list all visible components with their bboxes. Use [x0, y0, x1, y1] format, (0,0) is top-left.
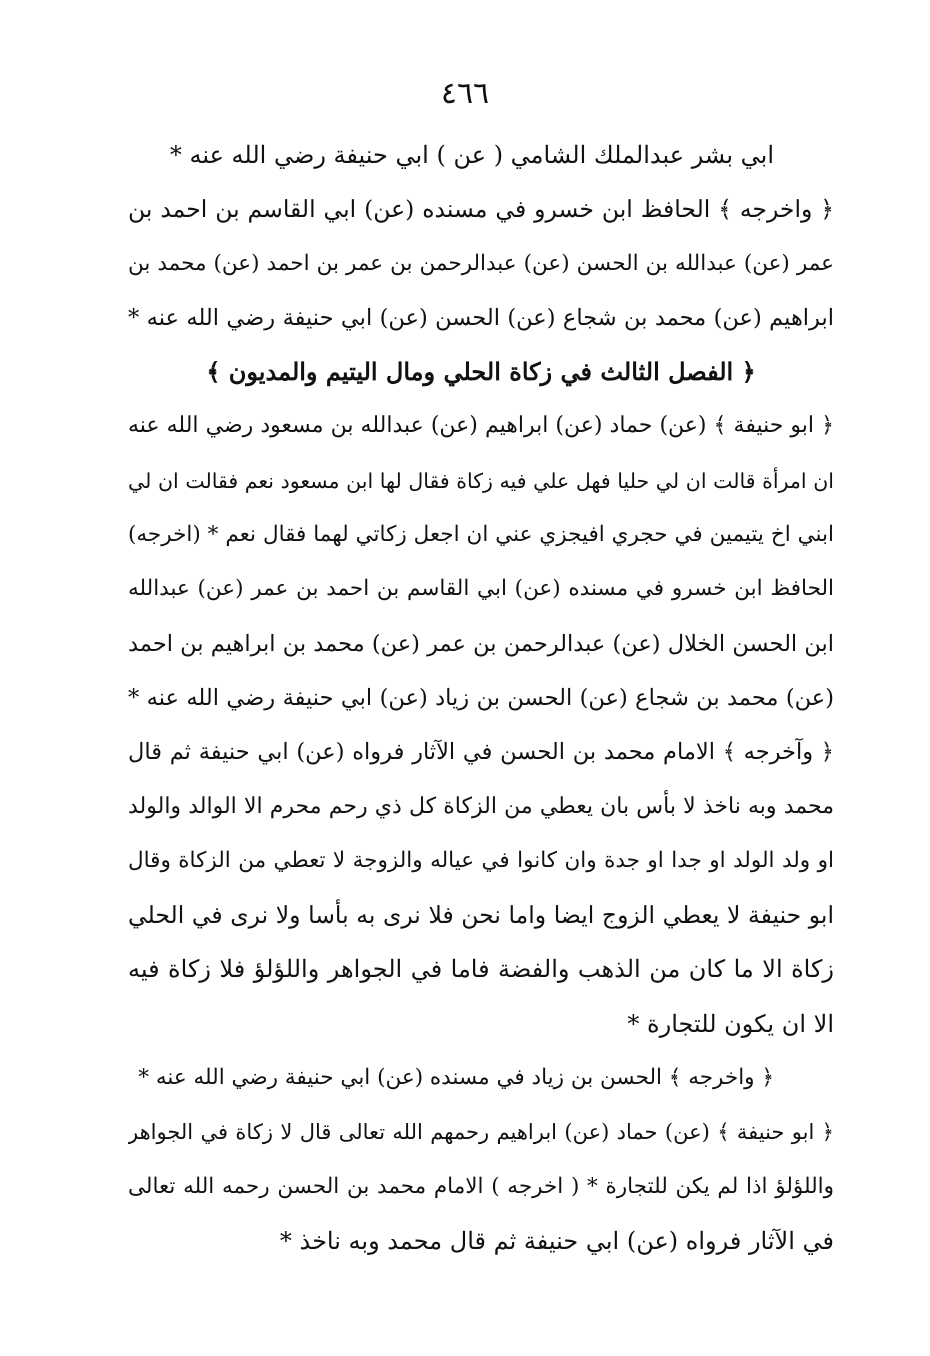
- section-heading: ﴿ الفصل الثالث في زكاة الحلي ومال اليتيم والمديون ﴾: [206, 357, 756, 387]
- page-body: [128, 128, 834, 1268]
- text-line: في الآثار فرواه (عن) ابي حنيفة ثم قال محمد وبه ناخذ *: [279, 1226, 834, 1255]
- text-line: الحافظ ابن خسرو في مسنده (عن) ابي القاسم بن احمد بن عمر (عن) عبدالله: [128, 576, 834, 602]
- text-line: ﴿ واخرجه ﴾ الحسن بن زياد في مسنده (عن) ابي حنيفة رضي الله عنه *: [138, 1065, 774, 1091]
- text-line: او ولد الولد او جدا او جدة وان كانوا في عياله والزوجة لا تعطي من الزكاة وقال: [128, 847, 834, 873]
- text-line: الا ان يكون للتجارة *: [627, 1009, 834, 1038]
- text-line: عمر (عن) عبدالله بن الحسن (عن) عبدالرحمن بن عمر بن احمد (عن) محمد بن: [128, 250, 834, 276]
- text-line: ابراهيم (عن) محمد بن شجاع (عن) الحسن (عن) ابي حنيفة رضي الله عنه *: [128, 304, 834, 331]
- text-line: ﴿ ابو حنيفة ﴾ (عن) حماد (عن) ابراهيم (عن) عبدالله بن مسعود رضي الله عنه: [128, 413, 834, 439]
- text-line: ابن الحسن الخلال (عن) عبدالرحمن بن عمر (عن) محمد بن ابراهيم بن احمد: [128, 630, 834, 657]
- text-line: ﴿ ابو حنيفة ﴾ (عن) حماد (عن) ابراهيم رحمهم الله تعالى قال لا زكاة في الجواهر: [128, 1120, 834, 1145]
- text-line: ابو حنيفة لا يعطي الزوج ايضا واما نحن فلا نرى به بأسا ولا نرى في الحلي: [128, 901, 834, 930]
- text-line: ﴿ واخرجه ﴾ الحافظ ابن خسرو في مسنده (عن) ابي القاسم بن احمد بن: [128, 195, 834, 224]
- text-line: محمد وبه ناخذ لا بأس بان يعطي من الزكاة كل ذي رحم محرم الا الوالد والولد: [128, 793, 834, 819]
- text-line: ﴿ وآخرجه ﴾ الامام محمد بن الحسن في الآثار فرواه (عن) ابي حنيفة ثم قال: [128, 739, 834, 766]
- page-number: ٤٦٦: [440, 76, 490, 111]
- text-line: واللؤلؤ اذا لم يكن للتجارة * ( اخرجه ) الامام محمد بن الحسن رحمه الله تعالى: [128, 1173, 834, 1199]
- text-line: ان امرأة قالت ان لي حليا فهل علي فيه زكاة فقال لها ابن مسعود نعم فقالت ان لي: [128, 468, 834, 493]
- text-line: ابني اخ يتيمين في حجري افيجزي عني ان اجعل زكاتي لهما فقال نعم * (اخرجه): [128, 522, 834, 548]
- text-line: (عن) محمد بن شجاع (عن) الحسن بن زياد (عن) ابي حنيفة رضي الله عنه *: [128, 684, 834, 711]
- text-line: ابي بشر عبدالملك الشامي ( عن ) ابي حنيفة رضي الله عنه *: [169, 141, 774, 169]
- text-line: زكاة الا ما كان من الذهب والفضة فاما في الجواهر واللؤلؤ فلا زكاة فيه: [128, 955, 834, 984]
